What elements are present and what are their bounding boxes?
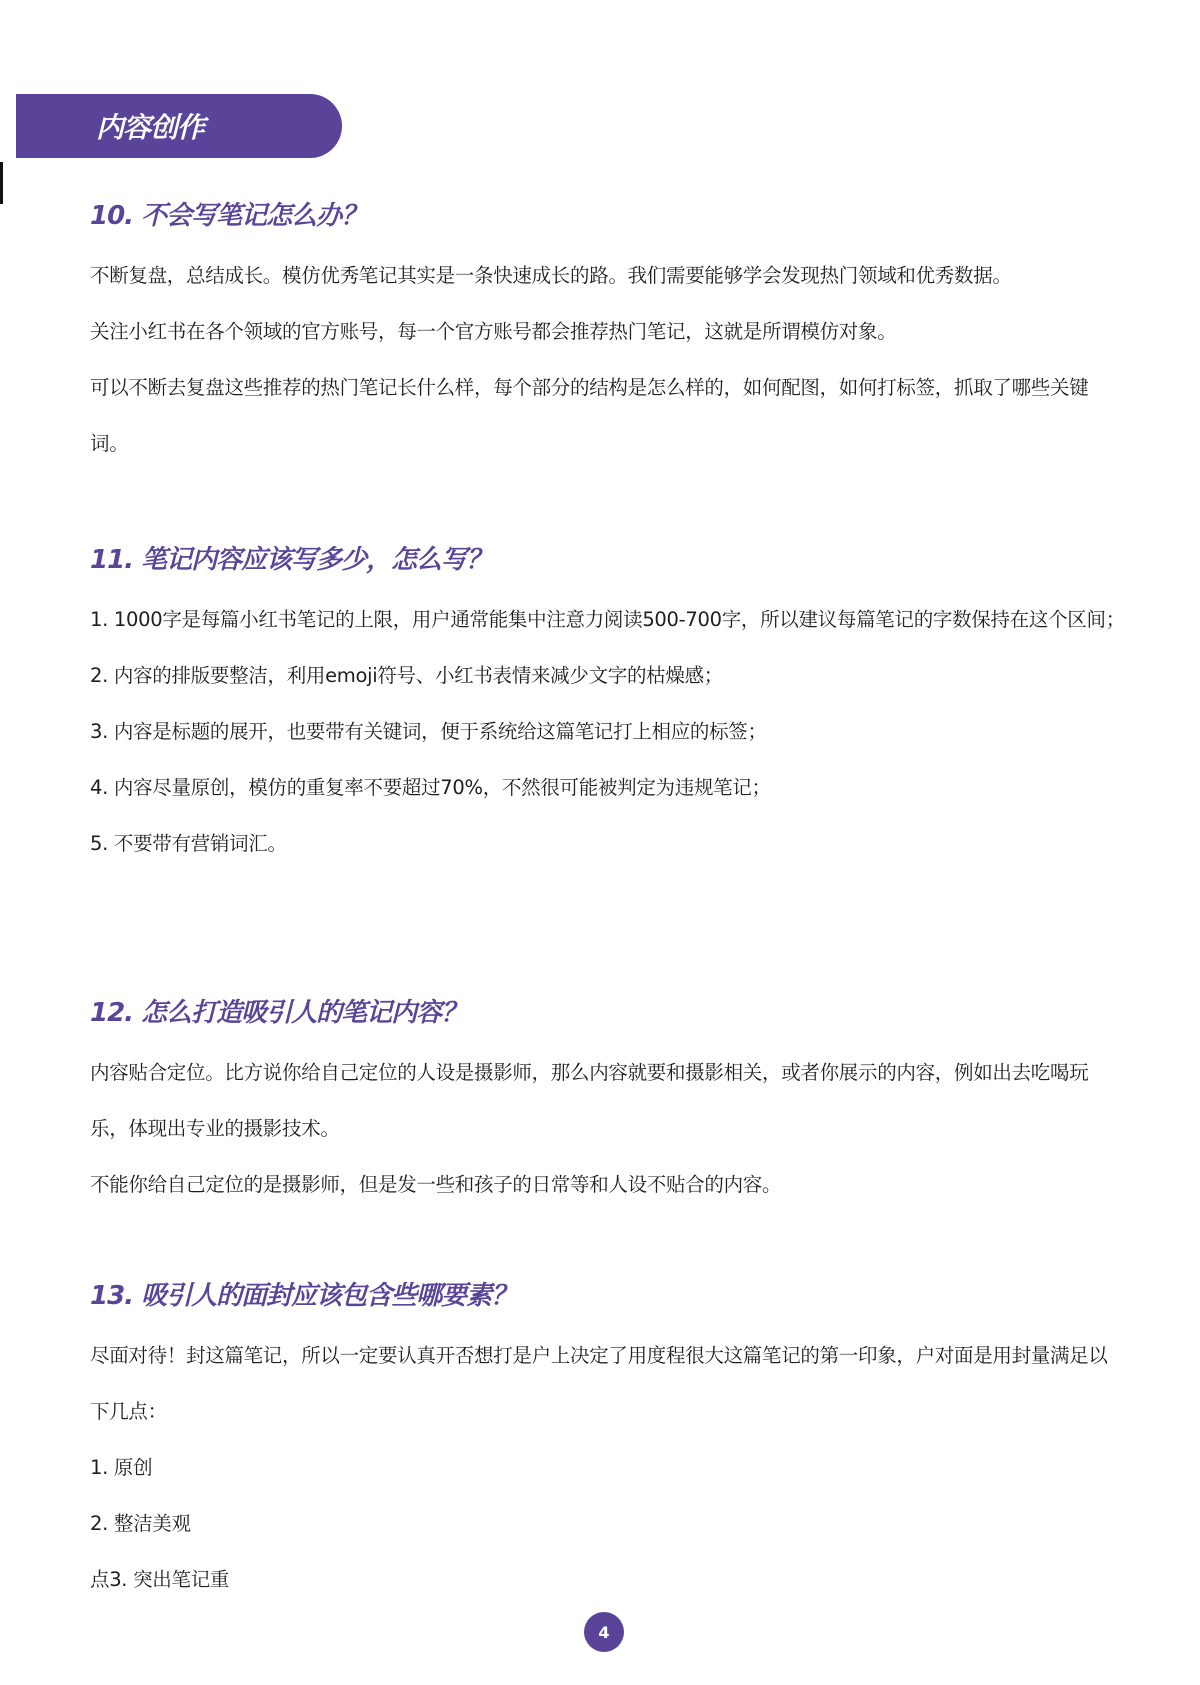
list-item: 1. 原创 <box>90 1456 153 1479</box>
section-title: 13. 吸引人的面封应该包含些哪要素？ <box>90 1281 517 1311</box>
section-title: 12. 怎么打造吸引人的笔记内容？ <box>90 998 467 1028</box>
list-item: 1. 1000字是每篇小红书笔记的上限，用户通常能集中注意力阅读500-700字，所以建议每篇笔记的字数保持在这个区间； <box>90 608 1125 631</box>
list-item: 4. 内容尽量原创，模仿的重复率不要超过70%，不然很可能被判定为违规笔记； <box>90 776 771 799</box>
section-13 <box>90 1276 1125 1608</box>
section-title: 10. 不会写笔记怎么办？ <box>90 201 367 231</box>
section-11 <box>90 540 1125 872</box>
section-12 <box>90 993 1125 1213</box>
page-number-badge: 4 <box>584 1612 624 1652</box>
list-item: 5. 不要带有营销词汇。 <box>90 832 287 855</box>
section-title: 11. 笔记内容应该写多少，怎么写？ <box>90 545 492 575</box>
list-item: 2. 内容的排版要整洁，利用emoji符号、小红书表情来减少文字的枯燥感； <box>90 664 723 687</box>
paragraph: 内容贴合定位。比方说你给自己定位的人设是摄影师，那么内容就要和摄影相关，或者你展示的内容，例如出去吃喝玩乐，体现出专业的摄影技术。 <box>90 1061 1089 1140</box>
list-item: 2. 整洁美观 <box>90 1512 191 1535</box>
paragraph: 不断复盘，总结成长。模仿优秀笔记其实是一条快速成长的路。我们需要能够学会发现热门领域和优秀数据。 <box>90 264 1012 287</box>
paragraph: 关注小红书在各个领域的官方账号，每一个官方账号都会推荐热门笔记，这就是所谓模仿对象。 <box>90 320 897 343</box>
edge-mark <box>0 162 3 204</box>
list-item: 3. 内容是标题的展开，也要带有关键词，便于系统给这篇笔记打上相应的标签； <box>90 720 767 743</box>
paragraph: 尽面对待！封这篇笔记，所以一定要认真开否想打是户上决定了用度程很大这篇笔记的第一印象，户对面是用封量满足以下几点： <box>90 1344 1108 1423</box>
banner-title: 内容创作 <box>96 111 205 144</box>
paragraph: 不能你给自己定位的是摄影师，但是发一些和孩子的日常等和人设不贴合的内容。 <box>90 1173 782 1196</box>
list-item: 点3. 突出笔记重 <box>90 1568 230 1591</box>
section-banner <box>16 94 342 158</box>
paragraph: 可以不断去复盘这些推荐的热门笔记长什么样，每个部分的结构是怎么样的，如何配图，如何打标签，抓取了哪些关键词。 <box>90 376 1089 455</box>
section-10 <box>90 196 1125 472</box>
